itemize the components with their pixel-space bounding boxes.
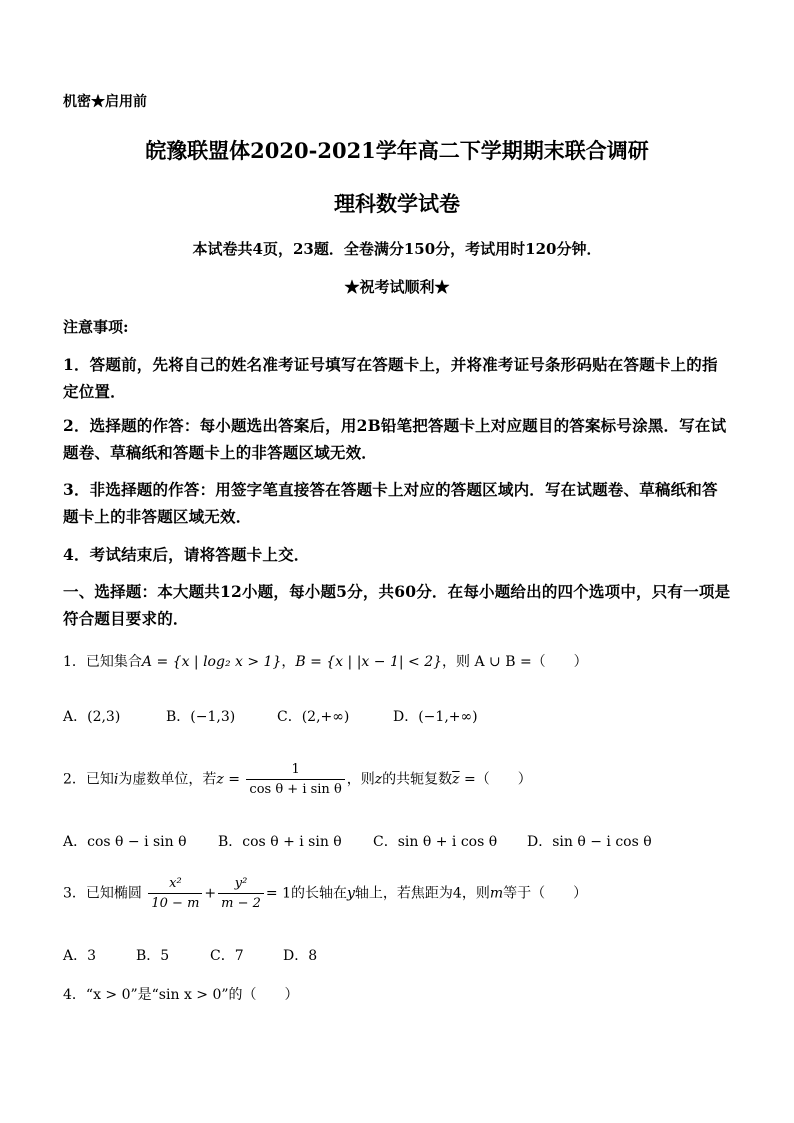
q2-lhs: z = bbox=[216, 771, 240, 788]
q2-numerator: 1 bbox=[246, 762, 344, 780]
q2-i-var: i bbox=[113, 771, 119, 788]
q1-sep: ， bbox=[281, 654, 296, 670]
question-1 bbox=[63, 651, 588, 671]
note-item-4: 4．考试结束后，请将答题卡上交． bbox=[63, 545, 310, 564]
q2-ask: =（ ） bbox=[459, 771, 532, 788]
q2-after2: 的共轭复数 bbox=[382, 771, 453, 788]
q3-prefix: 3．已知椭圆 bbox=[63, 885, 142, 902]
exam-subtitle: 理科数学试卷 bbox=[334, 191, 460, 216]
q3-y-var: y bbox=[347, 885, 355, 902]
q2-z-var: z bbox=[374, 771, 383, 788]
q3-num-y: y² bbox=[218, 876, 264, 894]
q2-zbar: $\overline{z}$ bbox=[452, 771, 460, 788]
section1-heading: 一、选择题：本大题共12小题，每小题5分，共60分．在每小题给出的四个选项中，只有一项是符合题目要求的． bbox=[63, 582, 731, 628]
q2-mid: 为虚数单位，若 bbox=[118, 771, 217, 788]
q1-option-b: B．(−1,3) bbox=[166, 709, 236, 725]
q1-ask: ，则 A ∪ B =（ ） bbox=[442, 654, 588, 670]
good-luck-line: ★祝考试顺利★ bbox=[344, 278, 450, 296]
q3-option-b: B．5 bbox=[136, 948, 170, 964]
q1-set-b: B = {x | |x − 1| < 2} bbox=[295, 654, 443, 670]
q2-option-c: C．sin θ + i cos θ bbox=[373, 834, 498, 850]
notes-heading: 注意事项: bbox=[63, 318, 129, 336]
question-2 bbox=[63, 762, 532, 797]
q3-den-x: 10 − m bbox=[151, 896, 200, 911]
q3-fraction-x bbox=[148, 876, 202, 911]
note-item-1: 1．答题前，先将自己的姓名准考证号填写在答题卡上，并将准考证号条形码贴在答题卡上的指定位置． bbox=[63, 355, 718, 401]
q3-plus: + bbox=[204, 885, 217, 902]
q3-option-d: D．8 bbox=[283, 948, 318, 964]
q2-option-b: B．cos θ + i sin θ bbox=[218, 834, 342, 850]
q3-ask: 等于（ ） bbox=[503, 885, 588, 902]
q2-option-d: D．sin θ − i cos θ bbox=[527, 834, 652, 850]
q3-option-c: C．7 bbox=[210, 948, 244, 964]
q2-option-a: A．cos θ − i sin θ bbox=[63, 834, 187, 850]
q2-fraction bbox=[246, 762, 344, 797]
question-3 bbox=[63, 876, 587, 911]
q3-num-x: x² bbox=[148, 876, 202, 894]
q3-m-var: m bbox=[489, 885, 504, 902]
q1-option-a: A．(2,3) bbox=[63, 709, 121, 725]
exam-info: 本试卷共4页，23题．全卷满分150分，考试用时120分钟． bbox=[192, 240, 602, 258]
q3-eq: = 1 bbox=[265, 885, 291, 902]
q1-option-d: D．(−1,+∞) bbox=[393, 709, 478, 725]
q2-prefix: 2．已知 bbox=[63, 771, 114, 788]
exam-title: 皖豫联盟体2020-2021学年高二下学期期末联合调研 bbox=[145, 138, 649, 163]
q3-mid2: 轴上，若焦距为4，则 bbox=[354, 885, 490, 902]
q1-prefix: 1．已知集合 bbox=[63, 654, 142, 670]
question-4: 4．“x > 0”是“sin x > 0”的（ ） bbox=[63, 987, 299, 1003]
note-item-2: 2．选择题的作答：每小题选出答案后，用2B铅笔把答题卡上对应题目的答案标号涂黑．写在试题卷、草稿纸和答题卡上的非答题区域无效． bbox=[63, 416, 727, 462]
q3-den-y: m − 2 bbox=[221, 896, 261, 911]
q3-option-a: A．3 bbox=[63, 948, 97, 964]
q1-option-c: C．(2,+∞) bbox=[277, 709, 350, 725]
q2-after: ，则 bbox=[346, 771, 375, 788]
q2-denominator: cos θ + i sin θ bbox=[249, 782, 342, 797]
confidential-label: 机密★启用前 bbox=[63, 94, 147, 110]
q3-mid: 的长轴在 bbox=[291, 885, 347, 902]
q3-fraction-y bbox=[218, 876, 264, 911]
note-item-3: 3．非选择题的作答：用签字笔直接答在答题卡上对应的答题区域内．写在试题卷、草稿纸和答题卡上的非答题区域无效． bbox=[63, 480, 718, 526]
q1-set-a: A = {x | log₂ x > 1} bbox=[141, 654, 282, 670]
